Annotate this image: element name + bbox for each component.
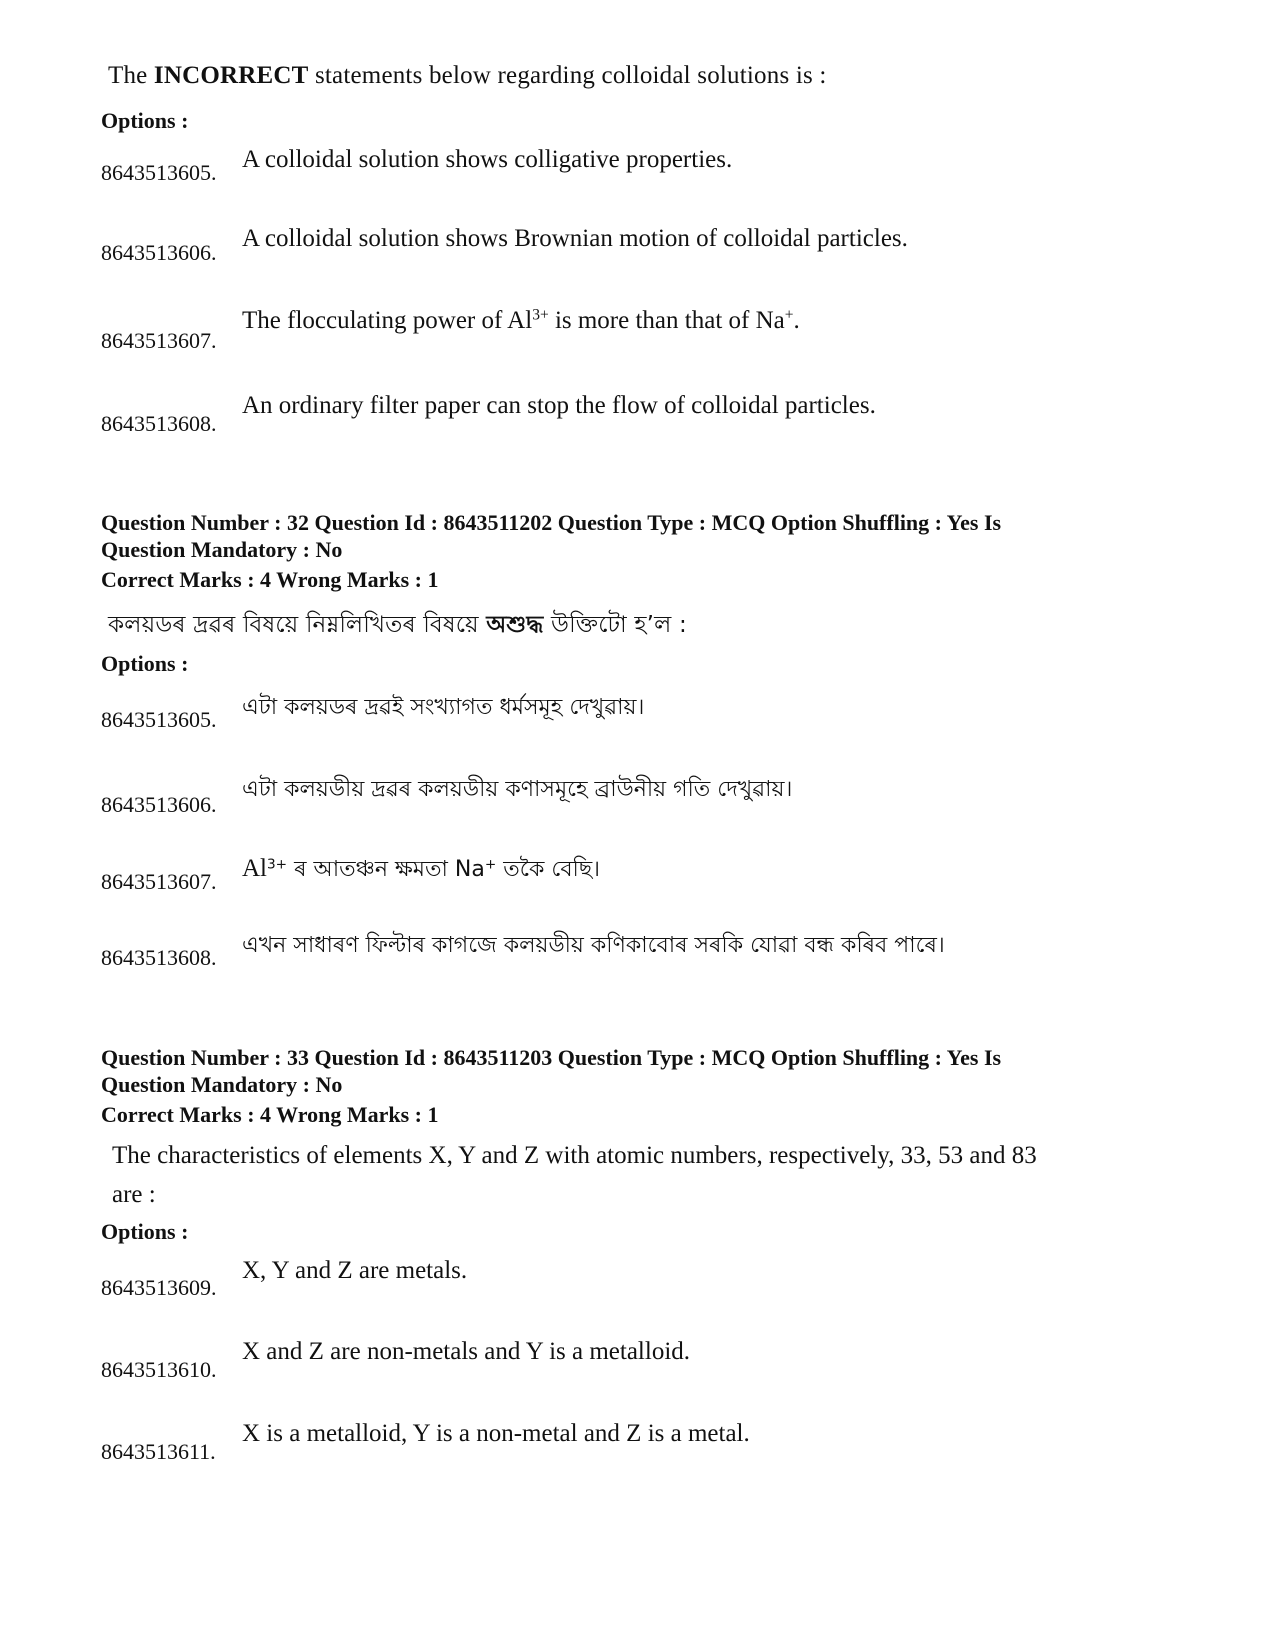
question-text-31: The INCORRECT statements below regarding colloidal solutions is : [108,62,827,89]
question-meta-33: Question Number : 33 Question Id : 8643511203 Question Type : MCQ Option Shuffling : Yes Is Question Mandatory : No [101,1045,1002,1097]
option-id: 8643513607. [101,869,217,894]
emphasis-incorrect: INCORRECT [153,62,309,89]
question-text-32: কলয়ডৰ দ্ৰৱৰ বিষয়ে নিম্নলিখিতৰ বিষয়ে অশুদ্ধ উক্তিটো হ’ল : [108,612,687,638]
option-text: An ordinary filter paper can stop the flow of colloidal particles. [242,392,876,419]
option-text: X, Y and Z are metals. [242,1257,468,1284]
question-text-33-cont: are : [112,1181,156,1208]
option-text: এখন সাধাৰণ ফিল্টাৰ কাগজে কলয়ডীয় কণিকাবোৰ সৰকি যোৱা বন্ধ কৰিব পাৰে। [242,933,945,958]
question-text-33: The characteristics of elements X, Y and Z with atomic numbers, respectively, 33, 53 and 83 [112,1142,1037,1169]
options-label: Options : [101,1219,189,1244]
options-label: Options : [101,651,189,676]
marks-info: Correct Marks : 4 Wrong Marks : 1 [101,567,439,592]
emphasis-incorrect: অশুদ্ধ [486,612,544,638]
option-id: 8643513606. [101,240,217,265]
option-id: 8643513609. [101,1275,217,1300]
option-id: 8643513606. [101,792,217,817]
option-text: এটা কলয়ডৰ দ্ৰৱই সংখ্যাগত ধৰ্মসমূহ দেখুৱায়। [242,695,645,720]
marks-info: Correct Marks : 4 Wrong Marks : 1 [101,1102,439,1127]
option-text: A colloidal solution shows Brownian motion of colloidal particles. [242,225,908,252]
option-id: 8643513608. [101,411,217,436]
option-id: 8643513605. [101,707,217,732]
option-id: 8643513611. [101,1439,216,1464]
option-id: 8643513607. [101,328,217,353]
option-id: 8643513610. [101,1357,217,1382]
option-id: 8643513608. [101,945,217,970]
option-id: 8643513605. [101,160,217,185]
question-meta-32: Question Number : 32 Question Id : 8643511202 Question Type : MCQ Option Shuffling : Yes Is Question Mandatory : No [101,510,1002,562]
option-text: A colloidal solution shows colligative properties. [242,146,733,173]
option-text: এটা কলয়ডীয় দ্ৰৱৰ কলয়ডীয় কণাসমূহে ব্ৰাউনীয় গতি দেখুৱায়। [242,777,793,802]
options-label: Options : [101,108,189,133]
option-text: $Al^{3+}$ ৰ আতঞ্চন ক্ষমতা Na+ তকৈ বেছি। [242,855,601,882]
option-text: The flocculating power of $Al^{3+}$ is more than that of Na+. [242,306,800,334]
option-text: X is a metalloid, Y is a non-metal and Z is a metal. [242,1420,750,1447]
option-text: X and Z are non-metals and Y is a metalloid. [242,1338,691,1365]
